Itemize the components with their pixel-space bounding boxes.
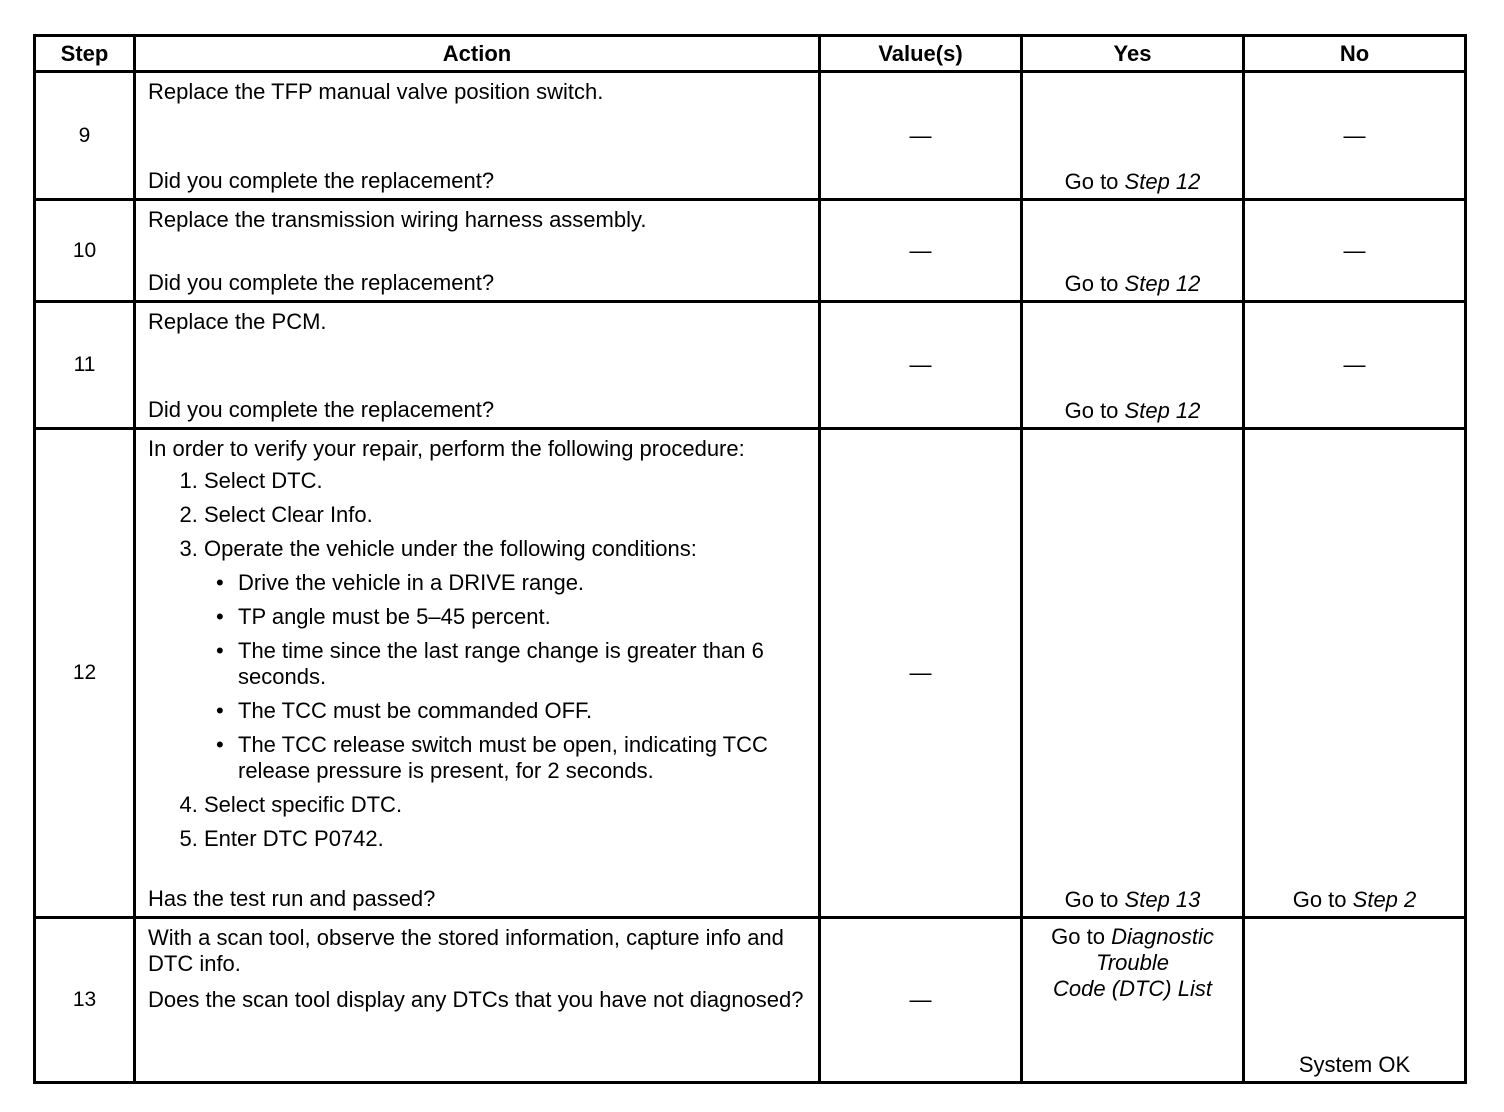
step-number: 13 xyxy=(35,918,135,1083)
header-no: No xyxy=(1244,36,1466,72)
yes-target-link[interactable]: Code (DTC) List xyxy=(1053,976,1212,1001)
yes-target-link[interactable]: Diagnostic xyxy=(1111,924,1214,949)
no-cell xyxy=(1244,302,1466,429)
dash: — xyxy=(909,352,932,377)
action-cell xyxy=(135,918,820,1083)
table-row xyxy=(35,72,1466,200)
procedure-steps xyxy=(148,468,806,852)
go-to-label: Go to xyxy=(1292,887,1347,912)
procedure-block xyxy=(148,436,806,860)
action-text: Replace the transmission wiring harness assembly. xyxy=(148,207,647,232)
list-item: • Drive the vehicle in a DRIVE range. xyxy=(226,570,806,596)
list-item: 5. Enter DTC P0742. xyxy=(204,826,806,852)
table-row xyxy=(35,302,1466,429)
action-cell xyxy=(135,429,820,918)
value-cell xyxy=(820,918,1022,1083)
no-cell xyxy=(1244,429,1466,918)
no-target-link[interactable]: Step 2 xyxy=(1352,887,1417,912)
dash: — xyxy=(909,237,932,263)
no-cell: System OK xyxy=(1244,918,1466,1083)
go-to-label: Go to xyxy=(1064,398,1119,423)
list-item: 1. Select DTC. xyxy=(204,468,806,494)
table-row xyxy=(35,200,1466,302)
header-values: Value(s) xyxy=(820,36,1022,72)
dash: — xyxy=(909,122,932,148)
value-cell xyxy=(820,302,1022,429)
list-item xyxy=(204,536,806,784)
step-number: 12 xyxy=(35,429,135,918)
go-to-label: Go to xyxy=(1064,169,1119,194)
action-text: With a scan tool, observe the stored information, capture info and DTC info. xyxy=(148,925,784,976)
step-number: 10 xyxy=(35,200,135,302)
step-number: 9 xyxy=(35,72,135,200)
dash: — xyxy=(909,987,932,1012)
yes-cell xyxy=(1022,302,1244,429)
table-row xyxy=(35,429,1466,918)
yes-target-link[interactable]: Step 12 xyxy=(1124,271,1201,296)
action-cell xyxy=(135,72,820,200)
yes-cell xyxy=(1022,72,1244,200)
dash: — xyxy=(1343,122,1366,148)
header-row xyxy=(35,36,1466,72)
procedure-intro: In order to verify your repair, perform the following procedure: xyxy=(148,436,745,461)
yes-target-link[interactable]: Step 12 xyxy=(1124,169,1201,194)
header-action: Action xyxy=(135,36,820,72)
header-step: Step xyxy=(35,36,135,72)
value-cell xyxy=(820,429,1022,918)
yes-target-link[interactable]: Trouble xyxy=(1096,950,1169,975)
yes-target-link[interactable]: Step 13 xyxy=(1124,887,1201,912)
action-question: Does the scan tool display any DTCs that you have not diagnosed? xyxy=(148,987,804,1012)
action-text: Replace the PCM. xyxy=(148,309,327,334)
yes-cell xyxy=(1022,918,1244,1083)
list-item: 4. Select specific DTC. xyxy=(204,792,806,818)
go-to-label: Go to xyxy=(1064,271,1119,296)
header-yes: Yes xyxy=(1022,36,1244,72)
diagnostic-table xyxy=(33,34,1467,1084)
action-question: Did you complete the replacement? xyxy=(148,168,495,193)
action-text: Replace the TFP manual valve position switch. xyxy=(148,79,604,104)
list-item: • The TCC release switch must be open, indicating TCC release pressure is present, for 2 seconds. xyxy=(226,732,806,784)
action-question: Did you complete the replacement? xyxy=(148,270,495,295)
action-cell xyxy=(135,200,820,302)
step-number: 11 xyxy=(35,302,135,429)
no-cell xyxy=(1244,72,1466,200)
dash: — xyxy=(1343,352,1366,377)
dash: — xyxy=(909,660,932,685)
dash: — xyxy=(1343,237,1366,263)
yes-cell xyxy=(1022,200,1244,302)
condition-list xyxy=(204,570,806,784)
list-item: 2. Select Clear Info. xyxy=(204,502,806,528)
table-row xyxy=(35,918,1466,1083)
action-question: Did you complete the replacement? xyxy=(148,397,495,422)
list-item: • The time since the last range change is greater than 6 seconds. xyxy=(226,638,806,690)
go-to-label: Go to xyxy=(1064,887,1119,912)
value-cell xyxy=(820,72,1022,200)
list-item: • TP angle must be 5–45 percent. xyxy=(226,604,806,630)
yes-cell xyxy=(1022,429,1244,918)
yes-target-link[interactable]: Step 12 xyxy=(1124,398,1201,423)
list-item: • The TCC must be commanded OFF. xyxy=(226,698,806,724)
value-cell xyxy=(820,200,1022,302)
go-to-label: Go to xyxy=(1051,924,1105,949)
action-cell xyxy=(135,302,820,429)
list-item-text: Operate the vehicle under the following conditions: xyxy=(204,536,697,561)
no-cell xyxy=(1244,200,1466,302)
action-question: Has the test run and passed? xyxy=(148,886,436,911)
